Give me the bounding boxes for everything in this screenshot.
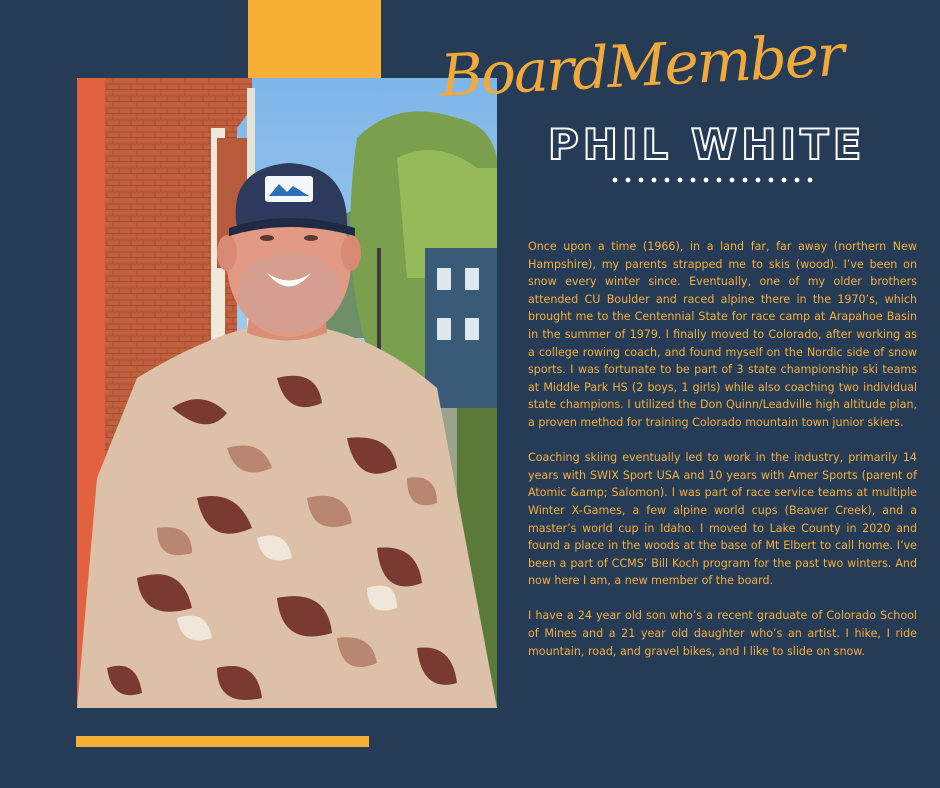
bio-paragraph: I have a 24 year old son who’s a recent graduate of Colorado School of Mines and a 21 year old daughter who’s an artist. I hike, I ride mountain, road, and gravel bikes, and I like to slide on snow.	[528, 609, 917, 658]
dotted-divider	[612, 176, 822, 184]
bio-text	[528, 238, 917, 678]
bio-paragraph: Once upon a time (1966), in a land far, far away (northern New Hampshire), my parents strapped me to skis (wood). I’ve been on snow every winter since. Eventually, one of my older brothers attended CU Boulder and raced alpine there in the 1970’s, which brought me to the Centennial State for race camp at Arapahoe Basin in the summer of 1979. I finally moved to Colorado, after working as a college rowing coach, and found myself on the Nordic side of snow sports. I was fortunate to be part of 3 state championship ski teams at Middle Park HS (2 boys, 1 girls) while also coaching two individual state champions. I utilized the Don Quinn/Leadville high altitude plan, a proven method for training Colorado mountain town junior skiers.	[528, 240, 917, 429]
portrait-photo	[77, 78, 497, 708]
board-member-script-title: BoardMember	[438, 20, 845, 110]
bottom-accent-bar	[76, 736, 369, 747]
bio-paragraph: Coaching skiing eventually led to work in the industry, primarily 14 years with SWIX Sport USA and 10 years with Amer Sports (parent of Atomic &amp; Salomon). I was part of race service teams at multiple Winter X-Games, a few alpine world cups (Beaver Creek), and a master’s world cup in Idaho. I moved to Lake County in 2020 and found a place in the woods at the base of Mt Elbert to call home. I’ve been a part of CCMS’ Bill Koch program for the past two winters. And now here I am, a new member of the board.	[528, 451, 917, 588]
top-accent-bar	[248, 0, 381, 78]
member-name-heading: PHIL WHITE	[548, 120, 866, 169]
